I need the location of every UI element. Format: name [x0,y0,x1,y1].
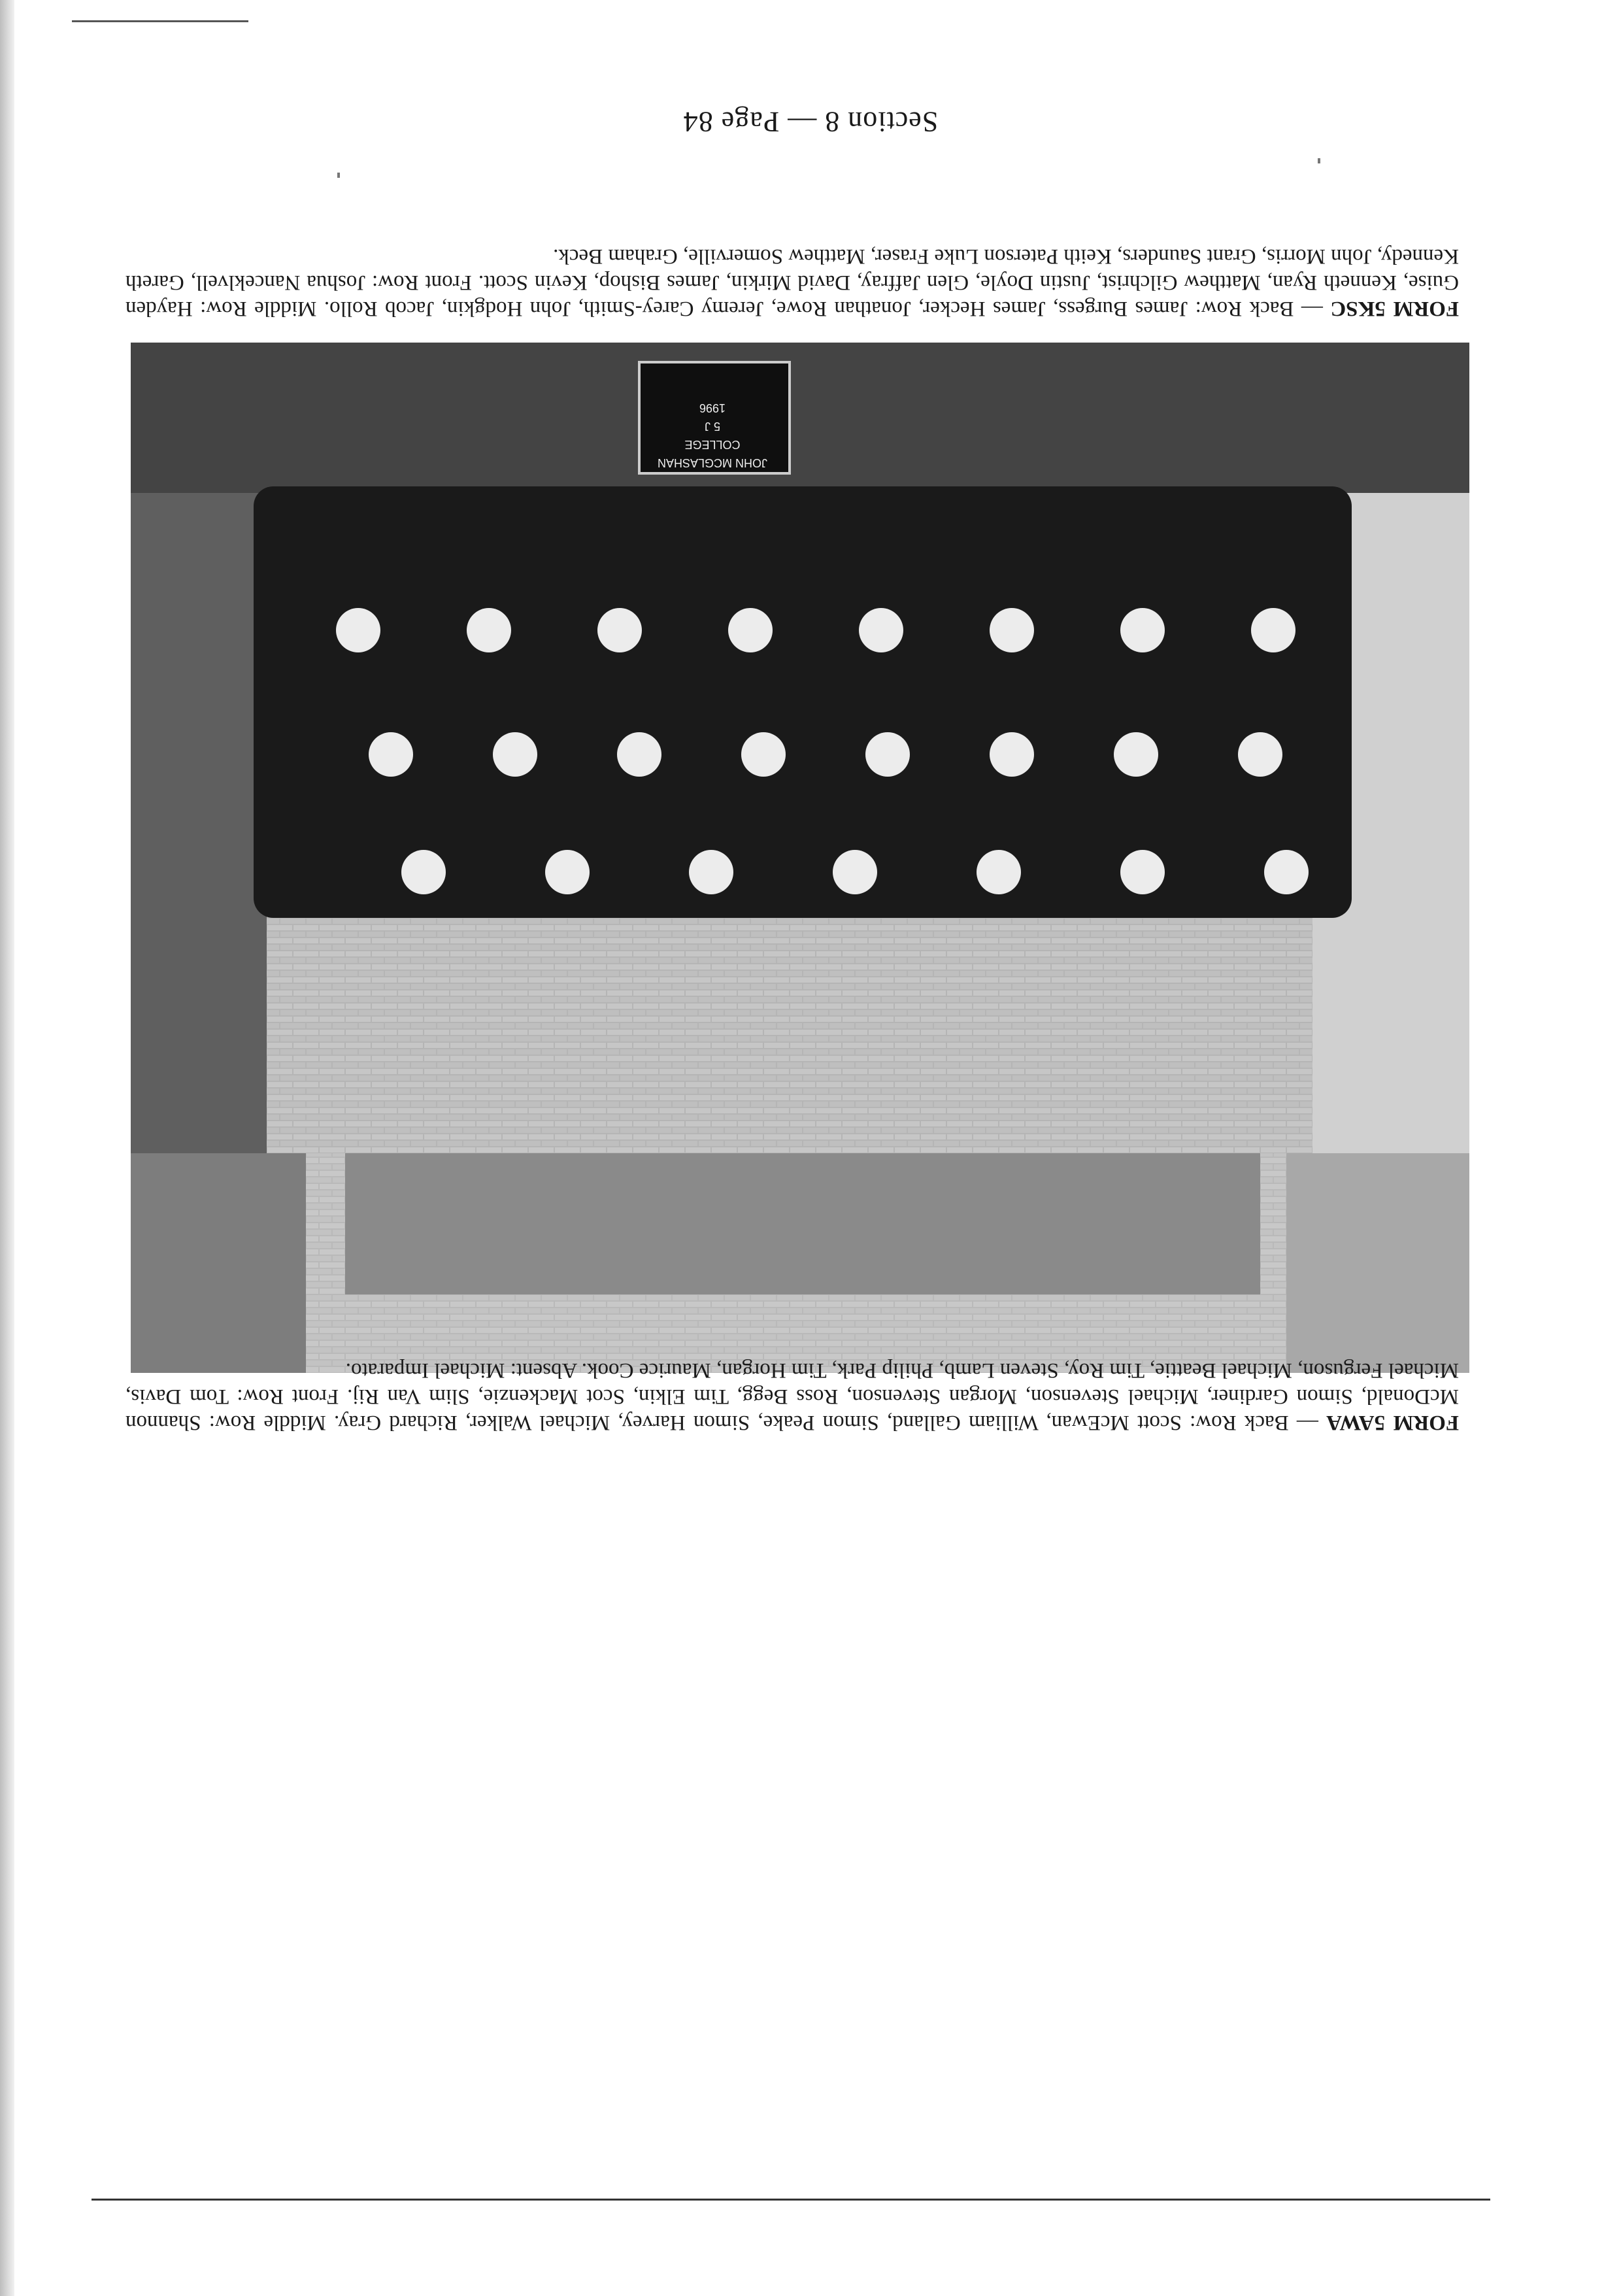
sign-line: 5 J [705,420,721,433]
top-rule [92,2199,1490,2201]
sign-line: COLLEGE [684,438,741,451]
scan-speck [1318,158,1320,163]
photo-caption-5awa [125,1357,1459,1436]
bottom-rule [72,20,248,22]
form-label: FORM 5KSC [1330,297,1459,320]
photo-caption-5ksc [125,243,1459,322]
sign-line: JOHN MCGLASHAN [657,456,768,469]
caption-names: — Back Row: Scott McEwan, William Galland, Simon Peake, Simon Harvey, Michael Walker, Richard Gray. Middle Row: Shannon McDonald, Simon Gardiner, Michael Stevenson, Morgan Stevenson, Ross Begg, Tim Elkin, Scot Mackenzie, Slim Van Rij. Front Row: Tom Davis, Michael Ferguson, Michael Beattie, Tim Roy, Steven Lamb, Philip Park, Tim Horgan, Maurice Cook. Absent: Michael Imparato. [125,1359,1459,1434]
scan-speck [337,173,340,178]
class-photo-image [131,343,1469,1153]
form-label: FORM 5AWA [1326,1411,1459,1434]
page-footer: Section 8 — Page 84 [682,106,939,138]
caption-names: — Back Row: James Burgess, James Hecker, Jonathan Rowe, Jeremy Carey-Smith, John Hodgkin, Jacob Rollo. Middle Row: Hayden Guise, Kenneth Ryan, Matthew Gilchrist, Justin Doyle, Glen Jaffray, David Mirkin, James Bishop, Kevin Scott. Front Row: Joshua Nanceklvell, Gareth Kennedy, John Morris, Grant Saunders, Keith Paterson Luke Fraser, Matthew Somerville, Graham Beck. [125,245,1459,320]
sign-line: 1996 [699,401,726,414]
class-photo-5ksc [131,343,1469,1153]
class-sign-text [641,374,784,472]
scan-edge [0,0,14,2296]
